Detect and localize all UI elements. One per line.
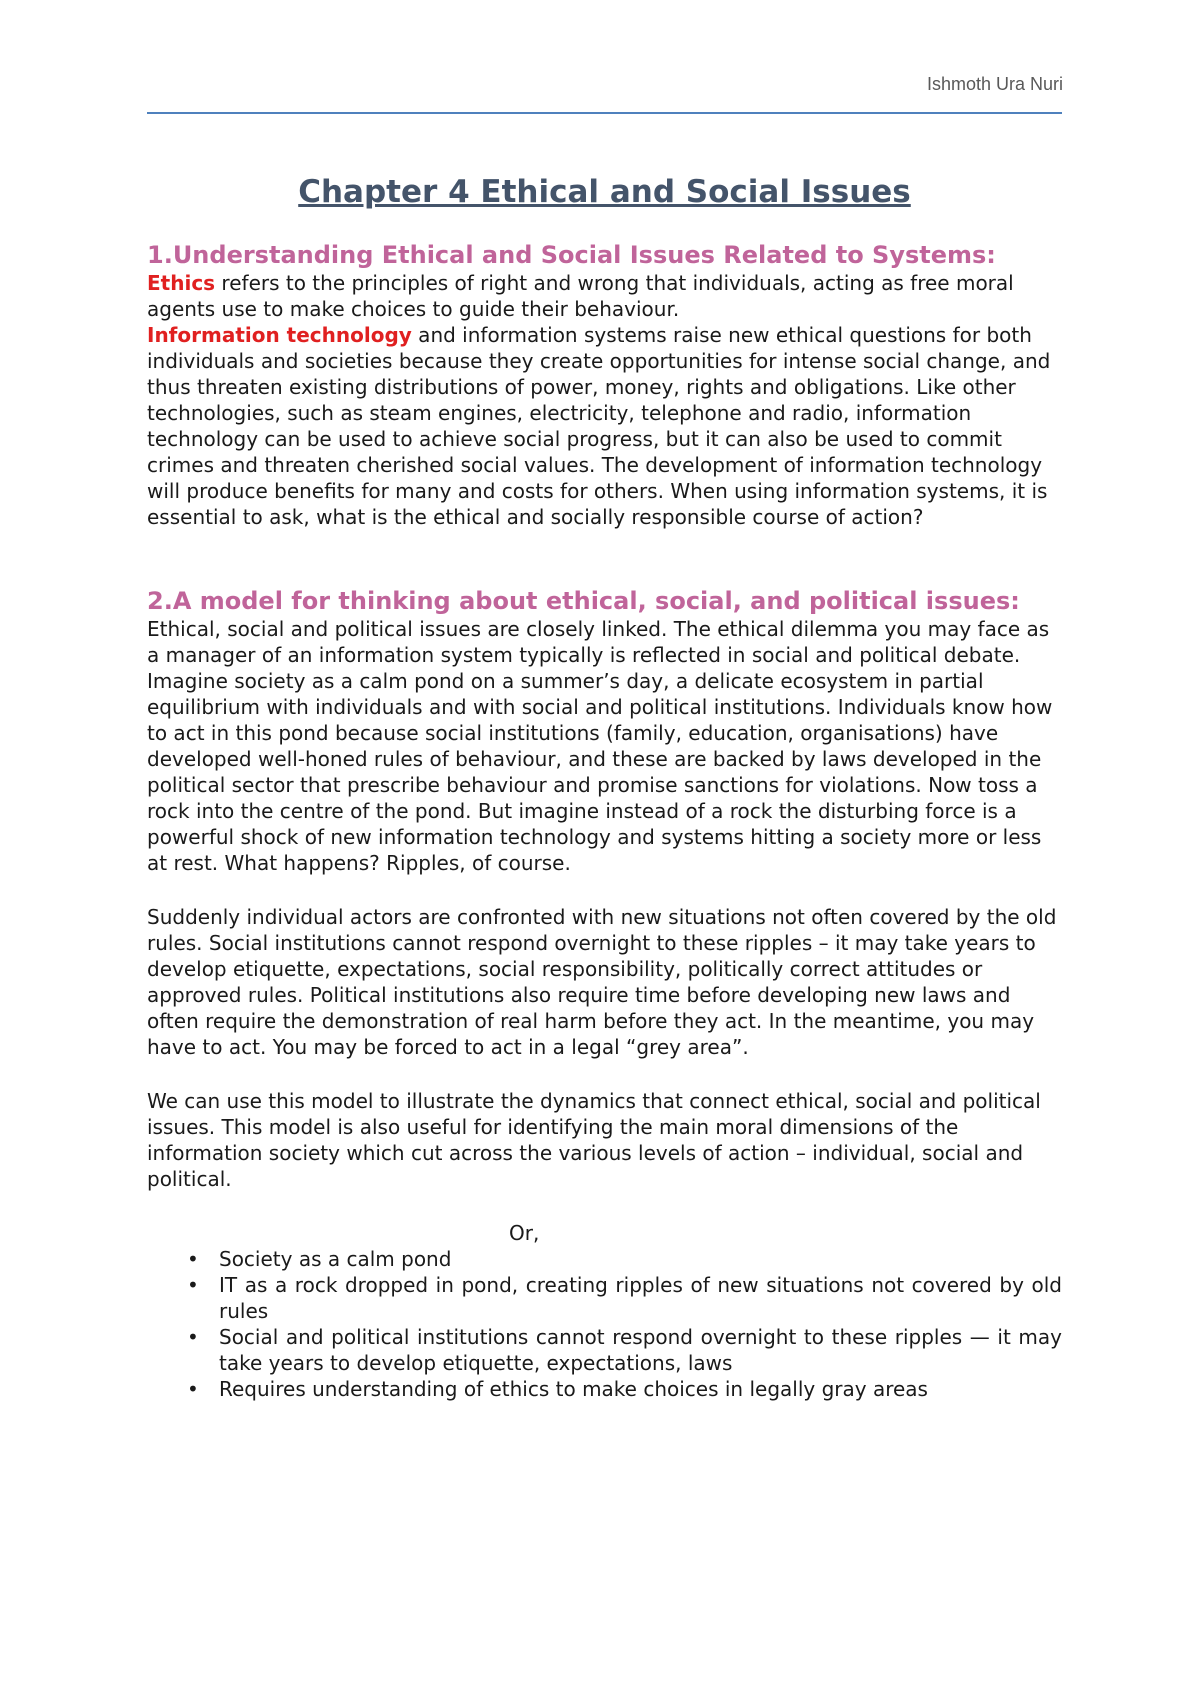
section-1-paragraph-it xyxy=(147,322,1062,530)
chapter-title: Chapter 4 Ethical and Social Issues xyxy=(298,174,911,210)
list-item xyxy=(147,1324,1062,1376)
section-1-heading: 1.Understanding Ethical and Social Issues Related to Systems: xyxy=(147,241,996,269)
term-information-technology: Information technology xyxy=(147,323,412,347)
it-paragraph-text: and information systems raise new ethical questions for both individuals and societies because they create opportunities for intense social change, and thus threaten existing distributions of power, money, rights and obligations. Like other technologies, such as steam engines, electricity, telephone and radio, information technology can be used to achieve social progress, but it can also be used to commit crimes and threaten cherished social values. The development of information technology will produce benefits for many and costs for others. When using information systems, it is essential to ask, what is the ethical and socially responsible course of action? xyxy=(147,323,1051,529)
spacer xyxy=(147,1060,1062,1088)
list-item-text: Social and political institutions cannot respond overnight to these ripples — it may take years to develop etiquette, expectations, laws xyxy=(219,1325,1062,1375)
spacer xyxy=(147,1192,1062,1220)
list-item-text: Society as a calm pond xyxy=(219,1247,452,1271)
section-2-paragraph-2: Suddenly individual actors are confronted with new situations not often covered by the old rules. Social institutions cannot respond overnight to these ripples – it may take years to develop etiquette, expectations, social responsibility, politically correct attitudes or approved rules. Political institutions also require time before developing new laws and often require the demonstration of real harm before they act. In the meantime, you may have to act. You may be forced to act in a legal “grey area”. xyxy=(147,905,1057,1059)
term-ethics: Ethics xyxy=(147,271,216,295)
header-author: Ishmoth Ura Nuri xyxy=(926,74,1063,94)
header-rule xyxy=(147,112,1062,114)
section-2-paragraph-1: Ethical, social and political issues are closely linked. The ethical dilemma you may face as a manager of an information system typically is reflected in social and political debate. Imagine society as a calm pond on a summer’s day, a delicate ecosystem in partial equilibrium with individuals and with social and political institutions. Individuals know how to act in this pond because social institutions (family, education, organisations) have developed well-honed rules of behaviour, and these are backed by laws developed in the political sector that prescribe behaviour and promise sanctions for violations. Now toss a rock into the centre of the pond. But imagine instead of a rock the disturbing force is a powerful shock of new information technology and systems hitting a society more or less at rest. What happens? Ripples, of course. xyxy=(147,617,1053,875)
list-item xyxy=(147,1376,1062,1402)
ethics-definition-text: refers to the principles of right and wrong that individuals, acting as free moral agents use to make choices to guide their behaviour. xyxy=(147,271,1014,321)
section-2-heading: 2.A model for thinking about ethical, social, and political issues: xyxy=(147,587,1020,615)
bullet-list xyxy=(147,1246,1062,1402)
section-2-paragraph-3: We can use this model to illustrate the dynamics that connect ethical, social and political issues. This model is also useful for identifying the main moral dimensions of the information society which cut across the various levels of action – individual, social and political. xyxy=(147,1089,1041,1191)
list-item-text: Requires understanding of ethics to make choices in legally gray areas xyxy=(219,1377,928,1401)
section-1-paragraph-ethics xyxy=(147,270,1062,322)
bullet-icon: • xyxy=(187,1273,199,1297)
bullet-icon: • xyxy=(187,1247,199,1271)
or-label: Or, xyxy=(509,1221,540,1245)
spacer xyxy=(147,876,1062,904)
document-body xyxy=(147,172,1062,1402)
bullet-icon: • xyxy=(187,1325,199,1349)
list-item-text: IT as a rock dropped in pond, creating ripples of new situations not covered by old rules xyxy=(219,1273,1062,1323)
list-item xyxy=(147,1246,1062,1272)
spacer xyxy=(147,530,1062,586)
list-item xyxy=(147,1272,1062,1324)
bullet-icon: • xyxy=(187,1377,199,1401)
